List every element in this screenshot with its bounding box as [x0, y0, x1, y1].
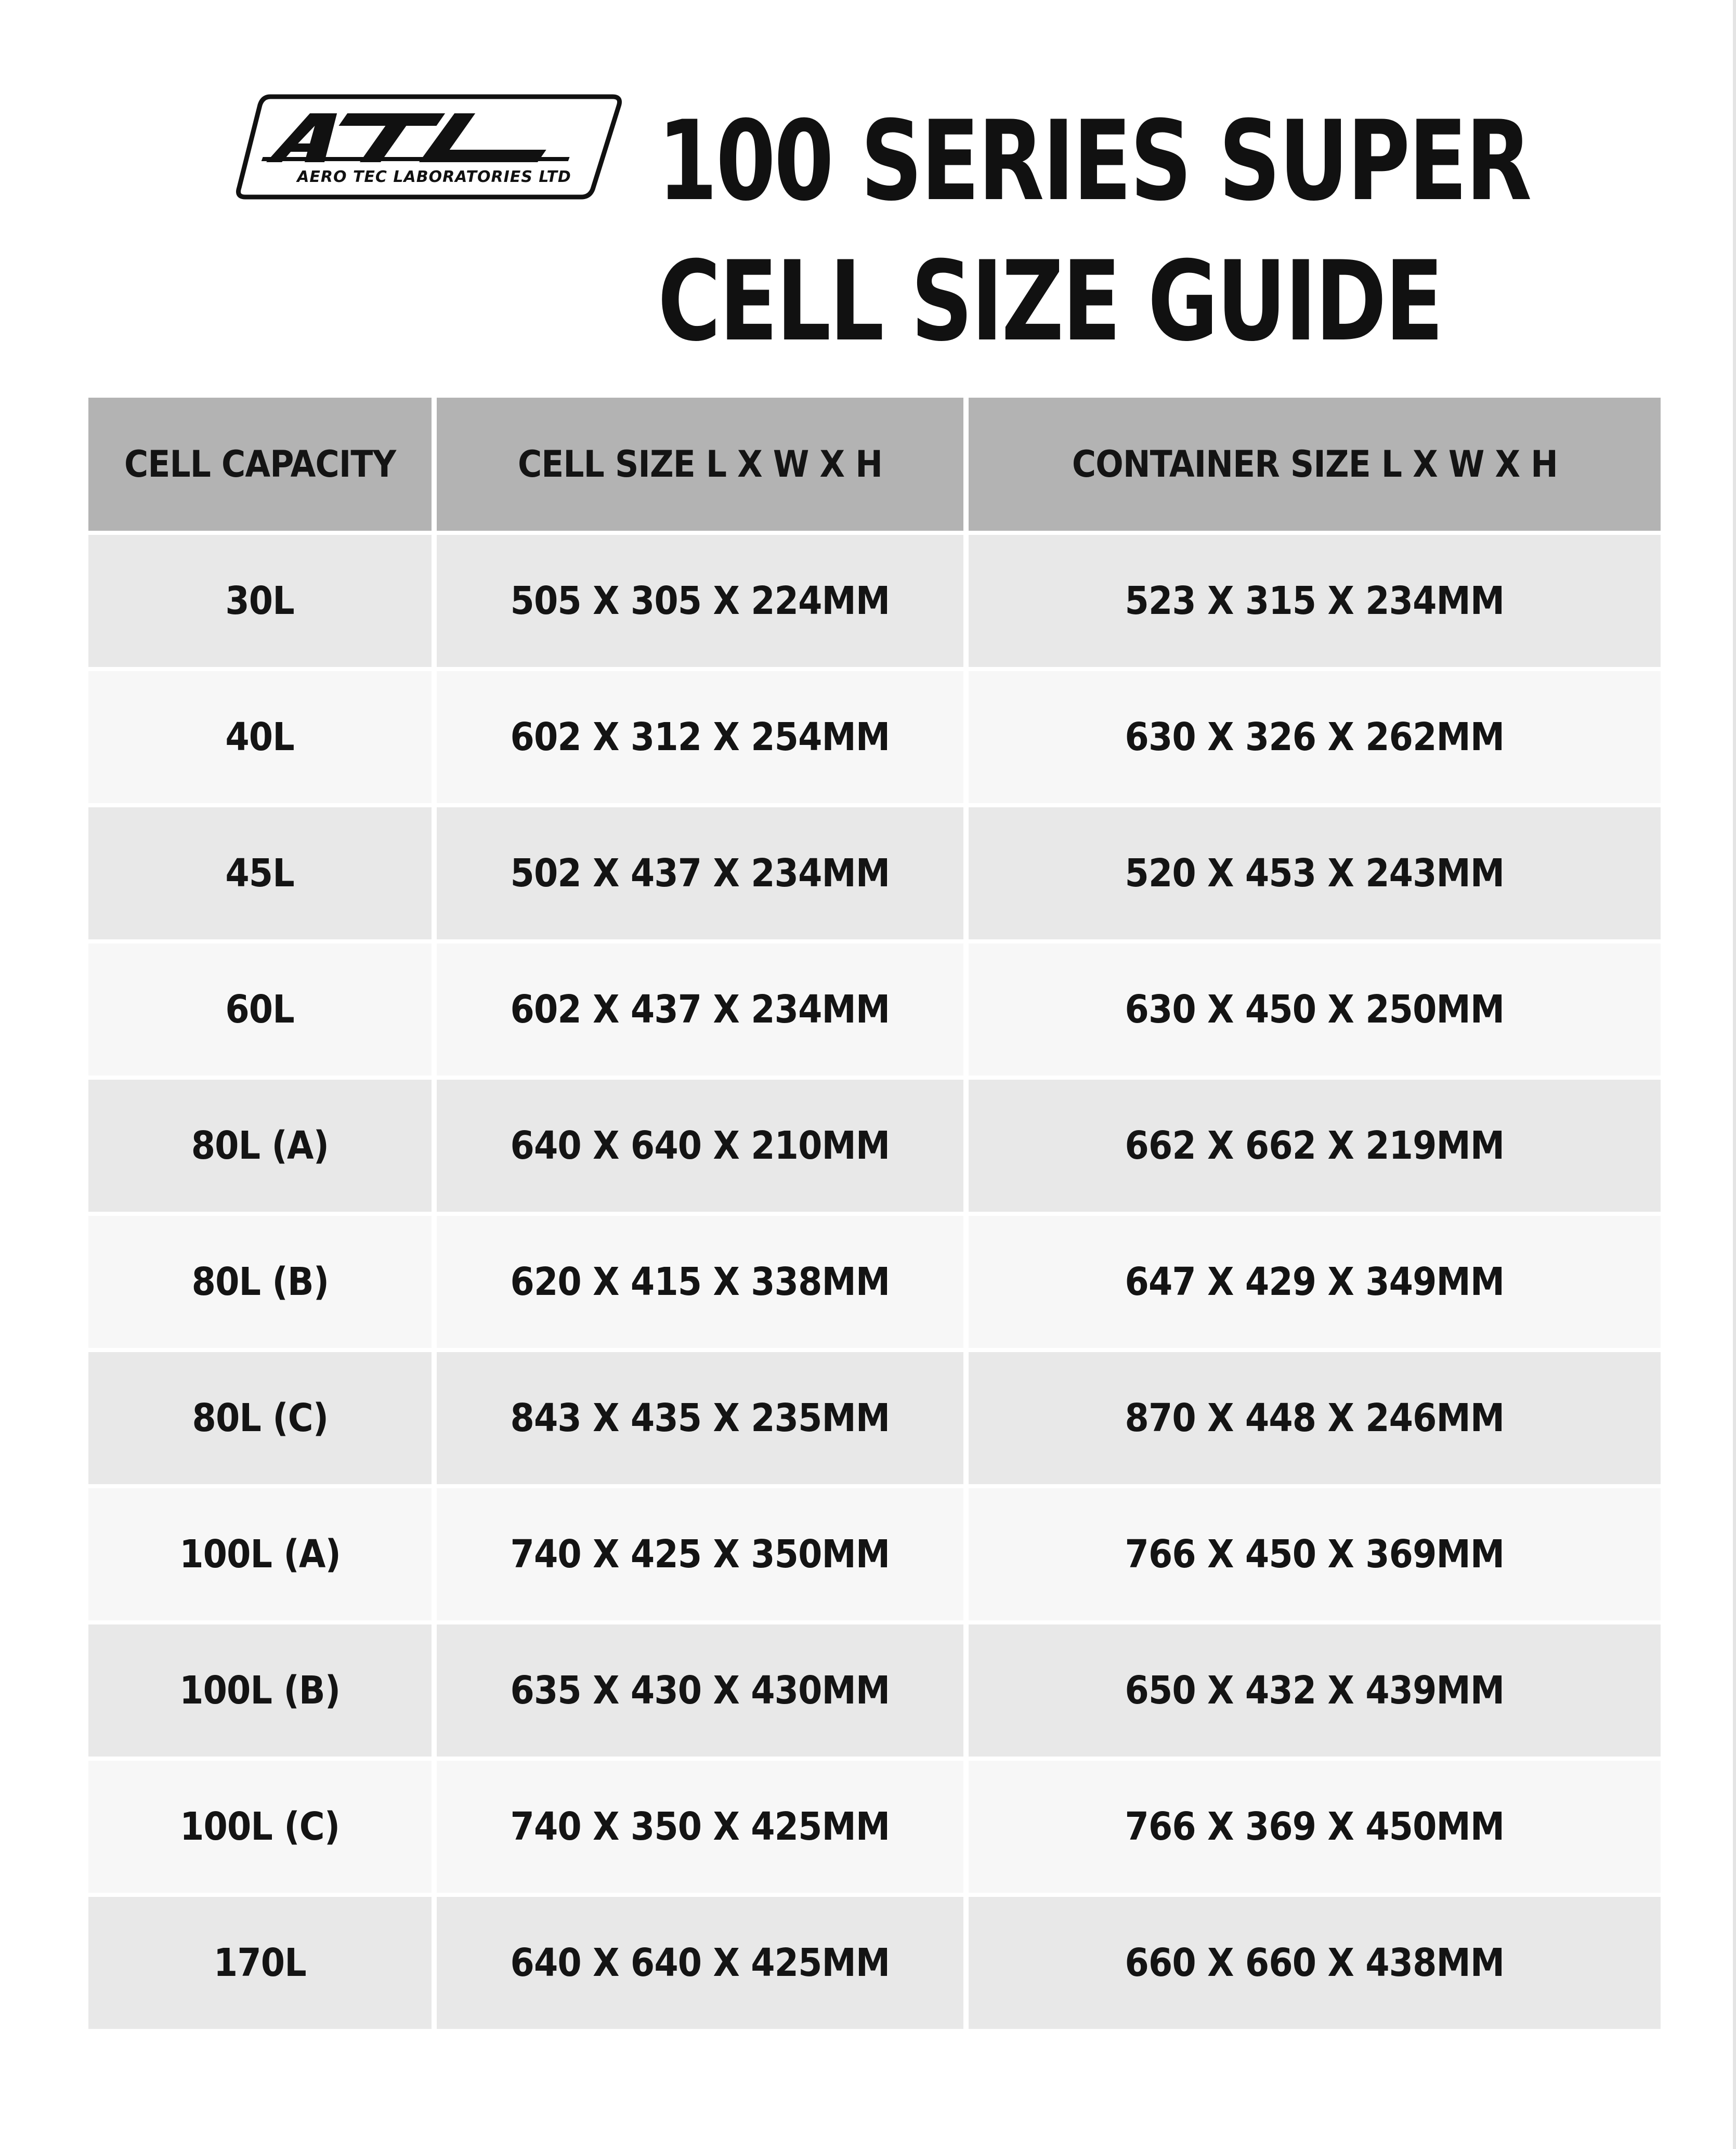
cell-value: 650 X 432 X 439MM — [1125, 1668, 1505, 1713]
header-label: CONTAINER SIZE L X W X H — [1072, 443, 1558, 486]
size-guide-table — [88, 398, 1661, 2033]
table-row — [88, 1352, 1661, 1488]
cell-capacity — [88, 1761, 437, 1897]
cell-value: 520 X 453 X 243MM — [1125, 851, 1505, 896]
cell-value: 660 X 660 X 438MM — [1125, 1941, 1505, 1985]
cell-size — [437, 1080, 969, 1216]
page-header — [0, 0, 1736, 395]
container-size — [969, 807, 1661, 944]
cell-value: 740 X 425 X 350MM — [510, 1532, 890, 1577]
cell-value: 602 X 312 X 254MM — [510, 715, 890, 759]
table-row — [88, 807, 1661, 944]
cell-size — [437, 807, 969, 944]
cell-size — [437, 1761, 969, 1897]
header-cell-size — [437, 398, 969, 535]
cell-value: 630 X 450 X 250MM — [1125, 987, 1505, 1032]
cell-value: 80L (B) — [191, 1260, 329, 1304]
cell-value: 766 X 450 X 369MM — [1125, 1532, 1505, 1577]
container-size — [969, 1216, 1661, 1352]
cell-capacity — [88, 1216, 437, 1352]
cell-capacity — [88, 535, 437, 671]
table-row — [88, 1897, 1661, 2033]
cell-value: 635 X 430 X 430MM — [510, 1668, 890, 1713]
table-row — [88, 944, 1661, 1080]
cell-capacity — [88, 944, 437, 1080]
cell-value: 100L (B) — [179, 1668, 341, 1713]
table-row — [88, 535, 1661, 671]
cell-capacity — [88, 671, 437, 807]
cell-value: 80L (C) — [192, 1396, 328, 1440]
cell-value: 640 X 640 X 425MM — [510, 1941, 890, 1985]
cell-value: 620 X 415 X 338MM — [510, 1260, 890, 1304]
cell-value: 30L — [225, 579, 295, 623]
container-size — [969, 1080, 1661, 1216]
cell-value: 843 X 435 X 235MM — [510, 1396, 890, 1440]
table-header-row — [88, 398, 1661, 535]
atl-logo — [234, 94, 624, 200]
cell-value: 502 X 437 X 234MM — [510, 851, 890, 896]
header-label: CELL CAPACITY — [124, 443, 396, 486]
container-size — [969, 535, 1661, 671]
cell-capacity — [88, 1352, 437, 1488]
cell-value: 602 X 437 X 234MM — [510, 987, 890, 1032]
table-row — [88, 1080, 1661, 1216]
cell-size — [437, 1216, 969, 1352]
cell-value: 100L (C) — [180, 1804, 340, 1849]
cell-size — [437, 944, 969, 1080]
cell-capacity — [88, 1488, 437, 1624]
page-title — [658, 91, 1531, 372]
cell-capacity — [88, 1080, 437, 1216]
cell-value: 870 X 448 X 246MM — [1125, 1396, 1505, 1440]
title-line-1: 100 SERIES SUPER — [658, 97, 1531, 225]
cell-value: 523 X 315 X 234MM — [1125, 579, 1505, 623]
cell-size — [437, 535, 969, 671]
cell-size — [437, 1624, 969, 1761]
cell-capacity — [88, 807, 437, 944]
header-cell-capacity — [88, 398, 437, 535]
cell-value: 740 X 350 X 425MM — [510, 1804, 890, 1849]
container-size — [969, 944, 1661, 1080]
container-size — [969, 1352, 1661, 1488]
container-size — [969, 671, 1661, 807]
table-row — [88, 1761, 1661, 1897]
container-size — [969, 1897, 1661, 2033]
cell-value: 630 X 326 X 262MM — [1125, 715, 1505, 759]
table-row — [88, 1488, 1661, 1624]
cell-value: 170L — [214, 1941, 306, 1985]
cell-size — [437, 1352, 969, 1488]
table-row — [88, 671, 1661, 807]
svg-text:AERO TEC LABORATORIES LTD: AERO TEC LABORATORIES LTD — [297, 168, 571, 186]
cell-capacity — [88, 1897, 437, 2033]
cell-capacity — [88, 1624, 437, 1761]
cell-size — [437, 1897, 969, 2033]
table-row — [88, 1624, 1661, 1761]
container-size — [969, 1761, 1661, 1897]
cell-value: 647 X 429 X 349MM — [1125, 1260, 1505, 1304]
cell-value: 45L — [225, 851, 295, 896]
cell-value: 100L (A) — [179, 1532, 341, 1577]
cell-value: 80L (A) — [191, 1123, 329, 1168]
cell-value: 40L — [225, 715, 295, 759]
container-size — [969, 1488, 1661, 1624]
cell-value: 60L — [225, 987, 295, 1032]
header-label: CELL SIZE L X W X H — [517, 443, 883, 486]
table-row — [88, 1216, 1661, 1352]
cell-value: 640 X 640 X 210MM — [510, 1123, 890, 1168]
header-container-size — [969, 398, 1661, 535]
container-size — [969, 1624, 1661, 1761]
size-guide-table-wrapper — [88, 398, 1661, 2033]
cell-size — [437, 1488, 969, 1624]
cell-value: 766 X 369 X 450MM — [1125, 1804, 1505, 1849]
cell-value: 662 X 662 X 219MM — [1125, 1123, 1505, 1168]
cell-value: 505 X 305 X 224MM — [510, 579, 890, 623]
cell-size — [437, 671, 969, 807]
title-line-2: CELL SIZE GUIDE — [658, 237, 1442, 365]
